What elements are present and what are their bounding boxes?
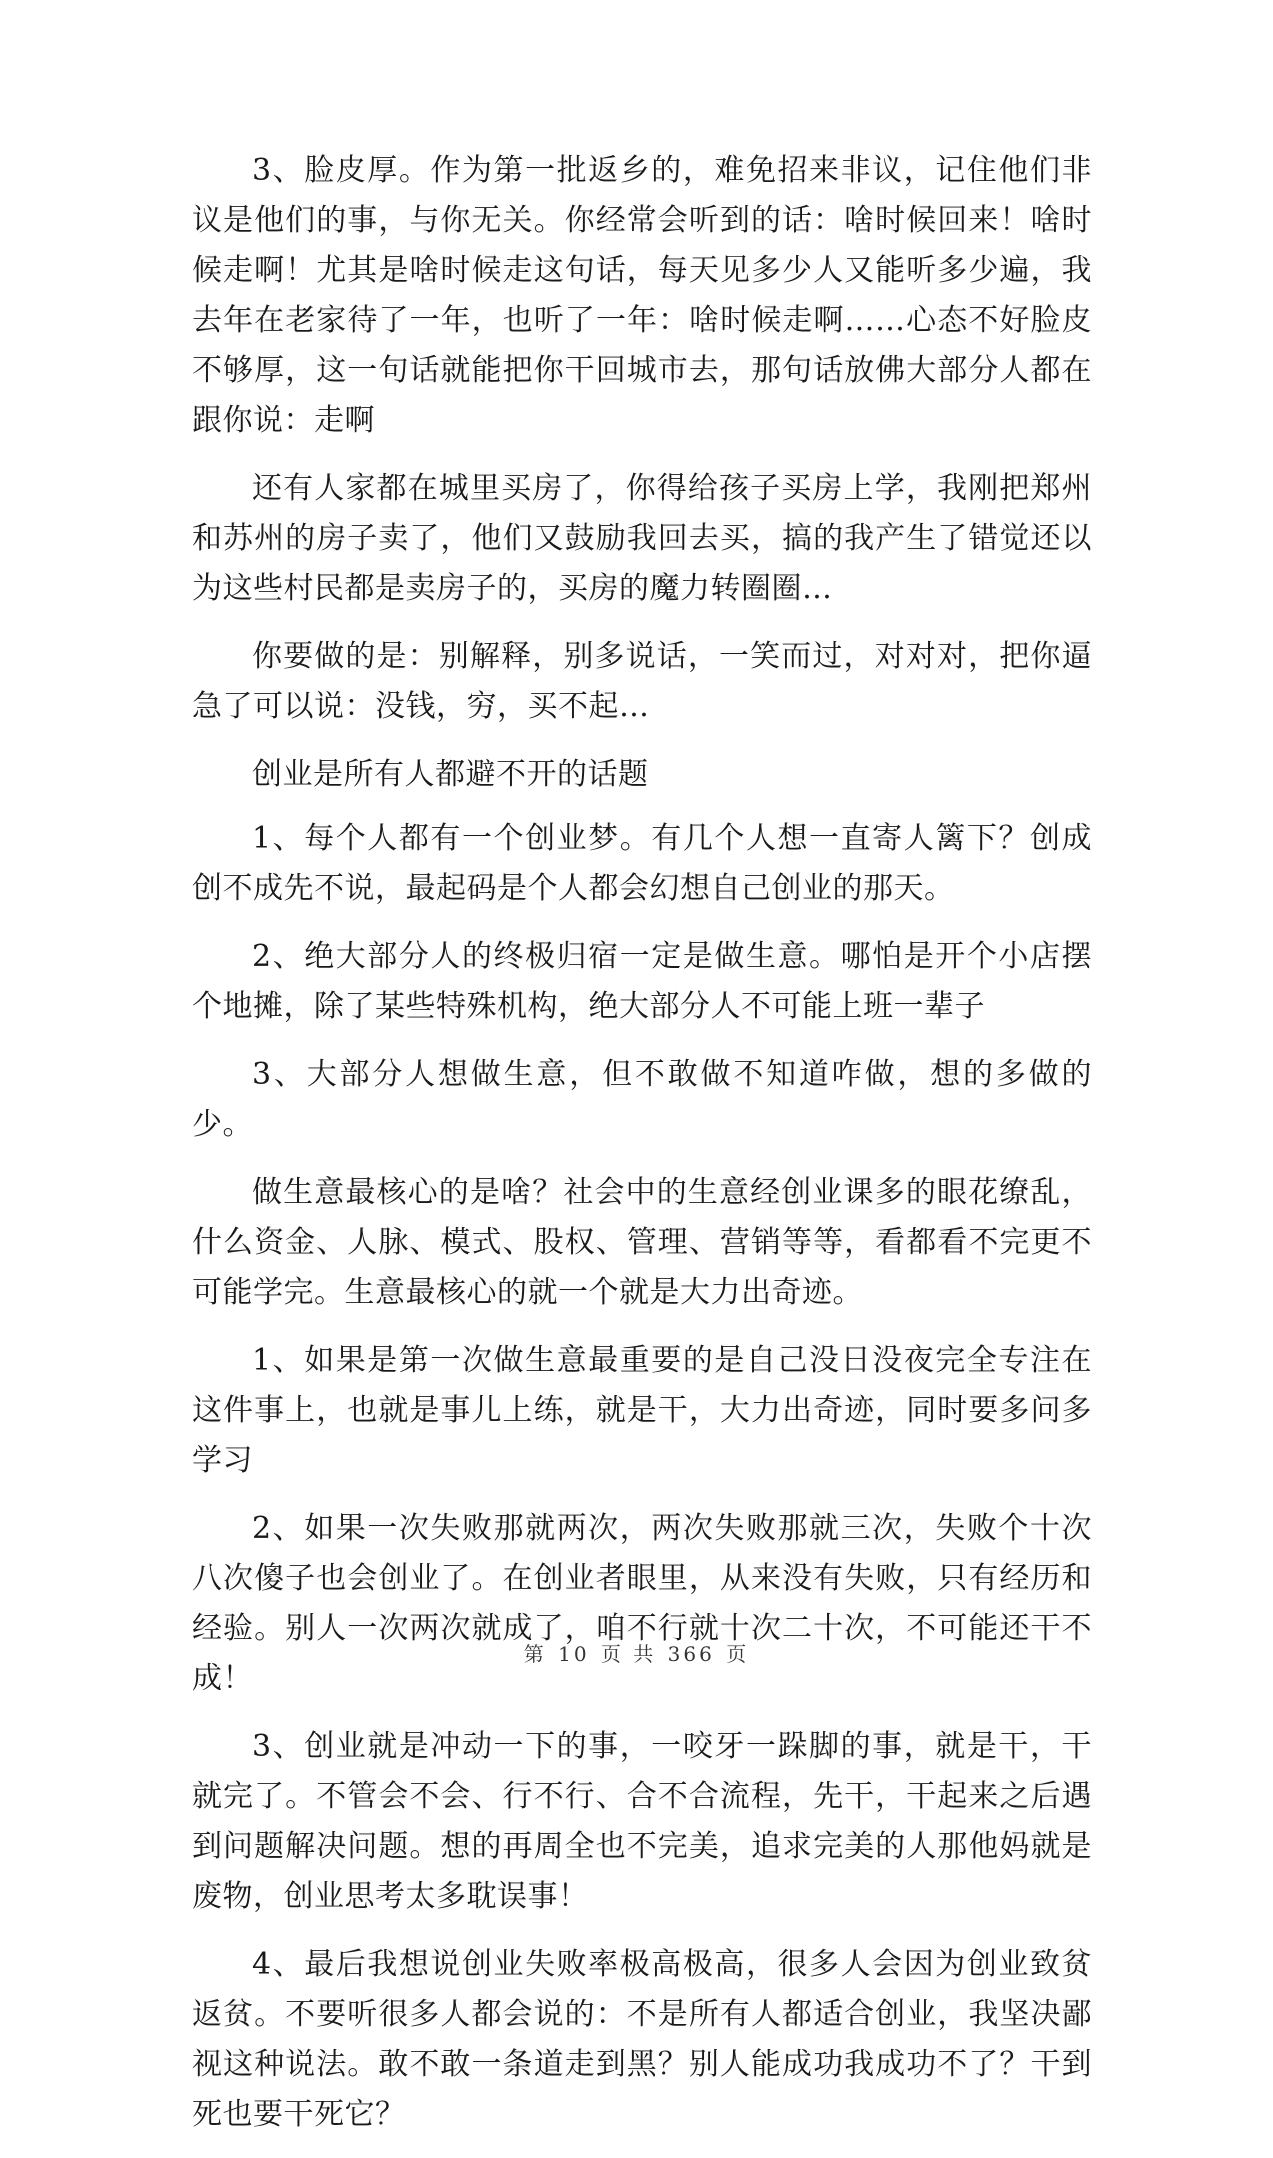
paragraph-impulse: 3、创业就是冲动一下的事，一咬牙一跺脚的事，就是干，干就完了。不管会不会、行不行、合不合流程，先干，干起来之后遇到问题解决问题。想的再周全也不完美，追求完美的人那他妈就是废物，创业思考太多耽误事！ [192,1729,1092,1914]
paragraph-core: 做生意最核心的是啥？社会中的生意经创业课多的眼花缭乱，什么资金、人脉、模式、股权、管理、营销等等，看都看不完更不可能学完。生意最核心的就一个就是大力出奇迹。 [192,1175,1092,1310]
footer-suffix: 页 [726,1642,750,1666]
paragraph-business-destination: 2、绝大部分人的终极归宿一定是做生意。哪怕是开个小店摆个地摊，除了某些特殊机构，绝大部分人不可能上班一辈子 [192,939,1092,1024]
paragraph-afraid: 3、大部分人想做生意，但不敢做不知道咋做，想的多做的少。 [192,1057,1092,1142]
paragraph-no-explain: 你要做的是：别解释，别多说话，一笑而过，对对对，把你逼急了可以说：没钱，穷，买不起… [192,639,1092,724]
document-body [192,146,1092,2158]
footer-prefix: 第 [523,1642,547,1666]
footer-middle: 页 共 [600,1642,657,1666]
paragraph-focus: 1、如果是第一次做生意最重要的是自己没日没夜完全专注在这件事上，也就是事儿上练，就是干，大力出奇迹，同时要多问多学习 [192,1343,1092,1478]
paragraph-buy-house: 还有人家都在城里买房了，你得给孩子买房上学，我刚把郑州和苏州的房子卖了，他们又鼓励我回去买，搞的我产生了错觉还以为这些村民都是卖房子的，买房的魔力转圈圈… [192,471,1092,606]
total-page-count: 366 [667,1642,715,1666]
paragraph-dream: 1、每个人都有一个创业梦。有几个人想一直寄人篱下？创成创不成先不说，最起码是个人都会幻想自己创业的那天。 [192,821,1092,906]
paragraph-failure: 2、如果一次失败那就两次，两次失败那就三次，失败个十次八次傻子也会创业了。在创业者眼里，从来没有失败，只有经历和经验。别人一次两次就成了，咱不行就十次二十次，不可能还干不成！ [192,1511,1092,1696]
paragraph-final: 4、最后我想说创业失败率极高极高，很多人会因为创业致贫返贫。不要听很多人都会说的：不是所有人都适合创业，我坚决鄙视这种说法。敢不敢一条道走到黑？别人能成功我成功不了？干到死也要干死它？ [192,1947,1092,2132]
current-page-number: 10 [558,1642,590,1666]
page-footer [0,1638,1273,1667]
paragraph-entrepreneurship-topic: 创业是所有人都避不开的话题 [252,757,649,792]
paragraph-thick-skin: 3、脸皮厚。作为第一批返乡的，难免招来非议，记住他们非议是他们的事，与你无关。你经常会听到的话：啥时候回来！啥时候走啊！尤其是啥时候走这句话，每天见多少人又能听多少遍，我去年在老家待了一年，也听了一年：啥时候走啊……心态不好脸皮不够厚，这一句话就能把你干回城市去，那句话放佛大部分人都在跟你说：走啊 [192,153,1092,438]
